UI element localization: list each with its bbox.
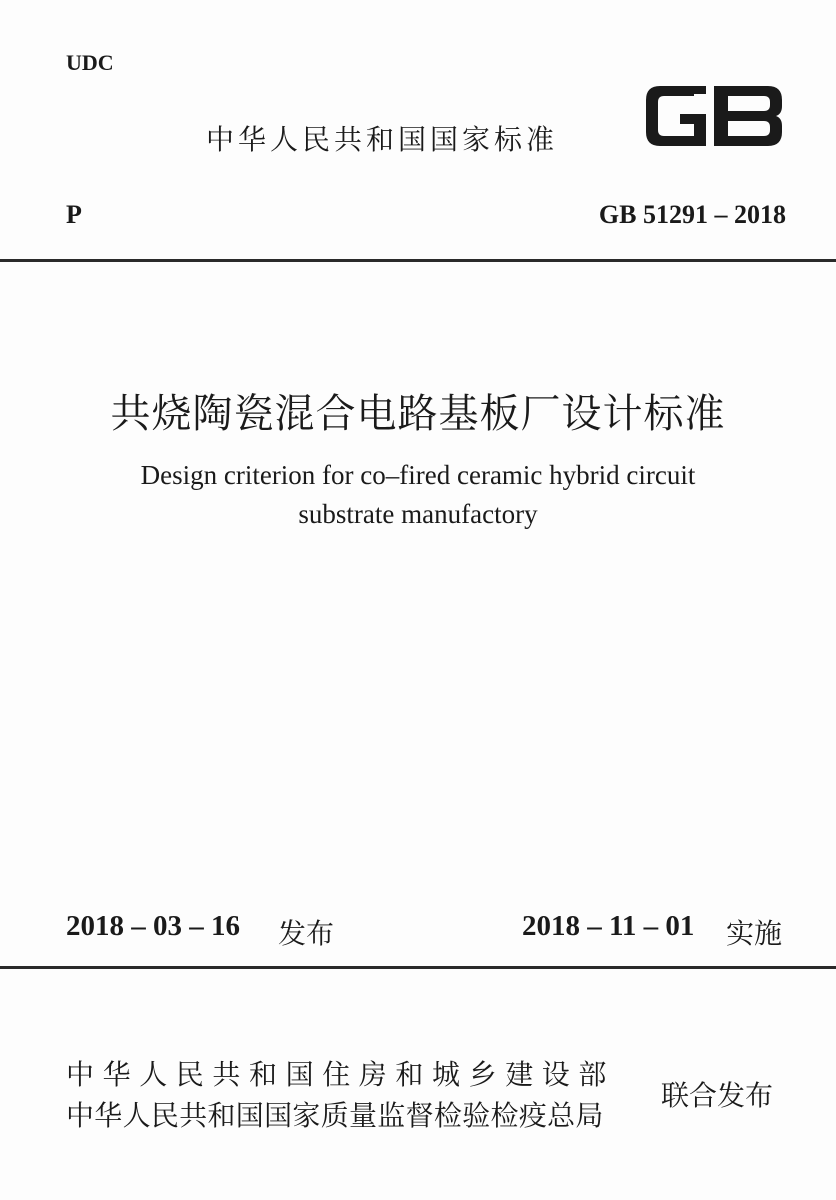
implementation-date: 2018 – 11 – 01 <box>522 910 695 942</box>
udc-label: UDC <box>66 50 114 75</box>
title-english-line1: Design criterion for co–fired ceramic hybrid circuit <box>140 460 696 490</box>
issue-label: 发布 <box>278 917 335 950</box>
implementation-label: 实施 <box>726 917 783 950</box>
gb-logo <box>640 76 788 156</box>
classification-code: P <box>66 200 82 229</box>
standard-number: GB 51291 – 2018 <box>598 200 786 229</box>
standard-type: 中华人民共和国国家标准 <box>206 123 559 156</box>
issuer-ministry-housing: 中华人民共和国住房和城乡建设部 <box>66 1058 616 1091</box>
title-english-line2: substrate manufactory <box>298 499 538 529</box>
title-chinese: 共烧陶瓷混合电路基板厂设计标准 <box>110 391 726 436</box>
top-divider <box>0 259 836 262</box>
issue-date: 2018 – 03 – 16 <box>66 910 240 942</box>
issuer-quality-supervision: 中华人民共和国国家质量监督检验检疫总局 <box>66 1099 604 1132</box>
joint-issue-label: 联合发布 <box>661 1079 774 1112</box>
bottom-divider <box>0 966 836 969</box>
